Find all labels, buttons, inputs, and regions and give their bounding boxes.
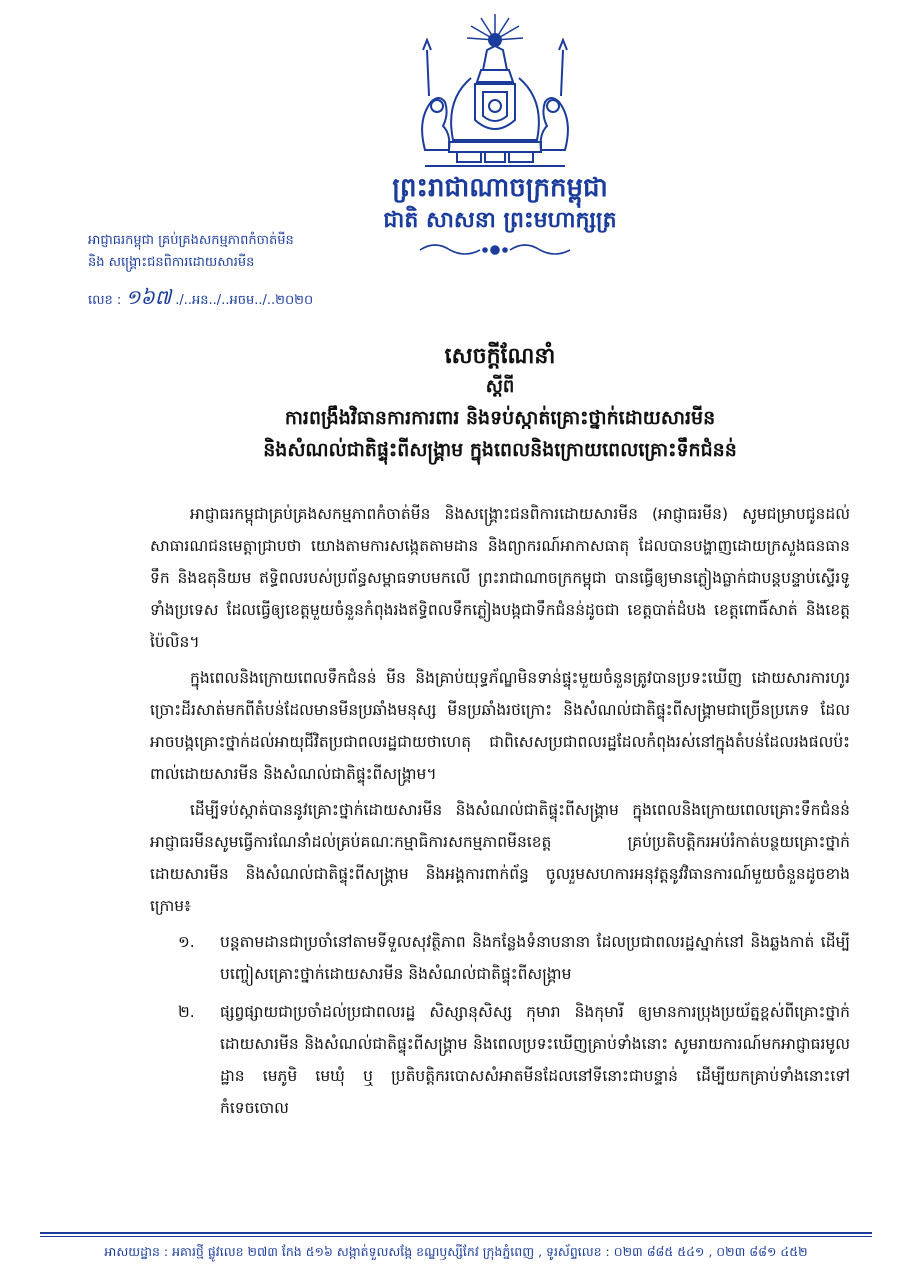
document-body [150,498,850,1130]
royal-coat-of-arms-icon [405,10,585,175]
national-motto: ជាតិ សាសនា ព្រះមហាក្សត្រ [383,208,617,233]
body-paragraph-3: ដើម្បីទប់ស្កាត់បាននូវគ្រោះថ្នាក់ដោយសារមីន និងសំណល់ជាតិផ្ទុះពីសង្គ្រាម ក្នុងពេលនិងក្រោយពេលគ្រោះទឹកជំនន់ អាជ្ញាធរមីនសូមធ្វើការណែនាំដល់គ្រប់គណៈកម្មាធិការសកម្មភាពមីនខេត្ត គ្រប់ប្រតិបត្តិករអប់រំកាត់បន្ថយគ្រោះថ្នាក់ដោយសារមីន និងសំណល់ជាតិផ្ទុះពីសង្គ្រាម និងអង្គការពាក់ព័ន្ធ ចូលរួមសហការអនុវត្តនូវវិធានការណ៍មួយចំនួនដូចខាងក្រោម៖ [150,801,850,915]
list-item-1 [150,926,850,990]
list-item-2 [150,996,850,1124]
document-subject-line1: ការពង្រឹងវិធានការការពារ និងទប់ស្កាត់គ្រោះថ្នាក់ដោយសារមីន [284,407,716,429]
list-item-2-number: ២. [178,1003,195,1021]
issuing-authority-line1: អាជ្ញាធរកម្ពុជា គ្រប់គ្រងសកម្មភាពកំចាត់មីន [88,233,294,248]
footer-divider [40,1232,872,1234]
body-paragraph-1: អាជ្ញាធរកម្ពុជាគ្រប់គ្រងសកម្មភាពកំចាត់មីន និងសង្គ្រោះជនពិការដោយសារមីន (អាជ្ញាធរមីន) សូមជម្រាបជូនដល់សាធារណជនមេត្តាជ្រាបថា យោងតាមការសង្កេតតាមដាន និងព្យាករណ៍អាកាសធាតុ ដែលបានបង្ហាញដោយក្រសួងធនធានទឹក និងឧតុនិយម ឥទ្ធិពលរបស់ប្រព័ន្ធសម្ពាធទាបមកលើ ព្រះរាជាណាចក្រកម្ពុជា បានធ្វើឲ្យមានភ្លៀងធ្លាក់ជាបន្តបន្ទាប់ស្ទើរទូទាំងប្រទេស ដែលធ្វើឲ្យខេត្តមួយចំនួនកំពុងរងឥទ្ធិពលទឹកភ្លៀងបង្កជាទឹកជំនន់ដូចជា ខេត្តបាត់ដំបង ខេត្តពោធិ៍សាត់ និងខេត្តប៉ៃលិន។ [150,505,850,651]
footer-divider-thin [40,1236,872,1237]
document-title: សេចក្តីណែនាំ [444,344,556,369]
document-title-block [150,342,850,466]
reference-handwritten-number: ១៦៧ [125,285,172,309]
decorative-divider-icon [410,238,580,260]
list-item-1-number: ១. [178,933,195,951]
issuing-authority [88,230,388,274]
footer-address: អាសយដ្ឋាន : អគារថ្មី ផ្លូវលេខ ២៧៣ កែង ៥១៦ សង្កាត់ទួលសង្កែ ខណ្ឌឫស្សីកែវ ក្រុងភ្នំពេញ , ទូរស័ព្ទលេខ : ០២៣ ៨៨៥ ៥៤១ , ០២៣ ៨៨១ ៤៥២ [104,1244,808,1259]
reference-number [88,286,388,312]
reference-prefix: លេខ : [88,293,122,308]
list-item-1-text: បន្តតាមដានជាប្រចាំនៅតាមទីទួលសុវត្ថិភាព និងកន្លែងទំនាបនានា ដែលប្រជាពលរដ្ឋស្នាក់នៅ និងឆ្លងកាត់ ដើម្បីបញ្ចៀសគ្រោះថ្នាក់ដោយសារមីន និងសំណល់ជាតិផ្ទុះពីសង្គ្រាម [220,933,850,983]
list-item-2-text: ផ្សព្វផ្សាយជាប្រចាំដល់ប្រជាពលរដ្ឋ សិស្សានុសិស្ស កុមារា និងកុមារី ឲ្យមានការប្រុងប្រយ័ត្នខ្ពស់ពីគ្រោះថ្នាក់ដោយសារមីន និងសំណល់ជាតិផ្ទុះពីសង្គ្រាម និងពេលប្រទះឃើញគ្រាប់ទាំងនោះ សូមរាយការណ៍មកអាជ្ញាធរមូលដ្ឋាន មេភូមិ មេឃុំ ឬ ប្រតិបត្តិករបោសសំអាតមីនដែលនៅទីនោះជាបន្ទាន់ ដើម្បីយកគ្រាប់ទាំងនោះទៅកំទេចចោល [220,1003,850,1117]
reference-suffix: ./..អន../..អចម../..២០២០ [175,293,314,308]
kingdom-heading: ព្រះរាជាណាចក្រកម្ពុជា [392,173,608,203]
document-subject-label: ស្តីពី [485,376,515,397]
document-subject-line2: និងសំណល់ជាតិផ្ទុះពីសង្គ្រាម ក្នុងពេលនិងក្រោយពេលគ្រោះទឹកជំនន់ [263,439,737,461]
body-paragraph-2: ក្នុងពេលនិងក្រោយពេលទឹកជំនន់ មីន និងគ្រាប់យុទ្ធភ័ណ្ឌមិនទាន់ផ្ទុះមួយចំនួនត្រូវបានប្រទះឃើញ ដោយសារការហូរច្រោះដីរសាត់មកពីតំបន់ដែលមានមីនប្រឆាំងមនុស្ស មីនប្រឆាំងរថក្រោះ និងសំណល់ជាតិផ្ទុះពីសង្គ្រាមជាច្រើនប្រភេទ ដែលអាចបង្កគ្រោះថ្នាក់ដល់អាយុជីវិតប្រជាពលរដ្ឋជាយថាហេតុ ជាពិសេសប្រជាពលរដ្ឋដែលកំពុងរស់នៅក្នុងតំបន់ដែលរងផលប៉ះពាល់ដោយសារមីន និងសំណល់ជាតិផ្ទុះពីសង្គ្រាម។ [150,669,850,783]
issuing-authority-line2: និង សង្គ្រោះជនពិការដោយសារមីន [88,255,255,270]
